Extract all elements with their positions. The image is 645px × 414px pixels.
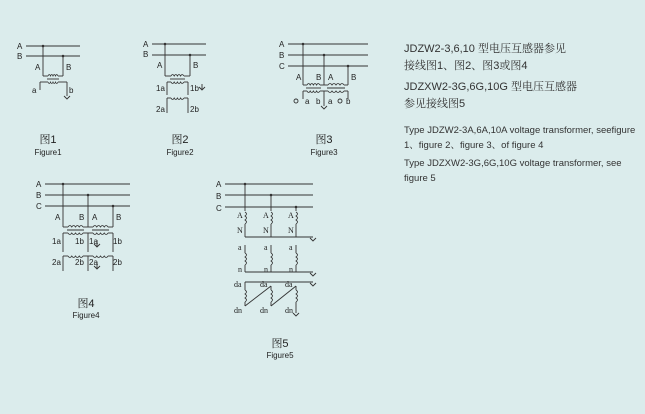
coil-label-a-sec-2: a [264,243,268,252]
primary-coil [48,75,58,77]
terminal-label-2b-2: 2b [113,258,122,267]
description-cn-line-1: JDZW2-3,6,10 型电压互感器参见 [404,43,566,55]
terminal-label-2b: 2b [75,258,84,267]
bus-label-c: C [279,62,285,71]
terminal-label-a-secondary: a [305,97,310,106]
bus-label-b: B [279,51,285,60]
secondary-coil-1 [171,82,184,84]
primary-coil [171,75,184,77]
secondary-coil-2 [171,98,184,100]
secondary-coil-2 [328,91,344,93]
figure-4-caption-cn: 图4 [77,298,95,310]
bus-label-a: A [17,42,23,51]
description-cn-line-3: JDZXW2-3G,6G,10G 型电压互感器 [404,81,577,93]
terminal-label-1a: 1a [156,84,165,93]
figure-3-caption-cn: 图3 [315,134,333,146]
secondary-coils [245,253,298,265]
terminal-label-a: A [55,213,61,222]
coil-label-n-3: N [288,226,294,235]
terminal-label-b-secondary: b [69,86,74,95]
coil-label-a-sec-3: a [289,243,293,252]
description-cn-line-4: 参见接线图5 [404,98,466,110]
coil-label-a-1: A [237,211,243,220]
coil-label-da-3: da [285,280,293,289]
bus-label-c: C [216,204,222,213]
terminal-label-a: A [296,73,302,82]
terminal-label-b: B [66,63,72,72]
coil-label-n-sec-3: n [289,265,293,274]
terminal-label-2b: 2b [190,105,199,114]
delta-link-2 [271,286,296,306]
bus-label-a: A [216,180,222,189]
figure-3 [279,40,368,157]
figure-5-caption-en: Figure5 [266,351,294,360]
coil-label-a-2: A [263,211,269,220]
bus-label-b: B [216,192,222,201]
secondary-coil-1 [307,91,320,93]
terminal-label-2a-2: 2a [89,258,98,267]
primary-coil-1 [307,84,320,86]
terminal-label-a-secondary: a [32,86,37,95]
bus-label-a: A [143,40,149,49]
terminal-label-1b: 1b [75,237,84,246]
terminal-label-b-2: B [116,213,122,222]
terminal-label-a: A [157,61,163,70]
secondary-coil-1b [93,233,108,235]
coil-label-dn-3: dn [285,306,293,315]
terminal-label-1b-2: 1b [113,237,122,246]
terminal-label-1a: 1a [52,237,61,246]
figure-4-caption-en: Figure4 [72,311,100,320]
terminal-label-b-2: B [351,73,357,82]
bus-label-b: B [17,52,23,61]
terminal-label-1a-2: 1a [89,237,98,246]
terminal-label-a-2: A [92,213,98,222]
figure-5-caption-cn: 图5 [271,338,289,350]
figure-3-caption-en: Figure3 [310,148,338,157]
coil-label-n-2: N [263,226,269,235]
terminal-label-2a: 2a [52,258,61,267]
secondary-coil [48,82,58,84]
figure-1-caption-cn: 图1 [39,134,57,146]
ground-arrow [64,96,70,99]
terminal-label-b: B [193,61,199,70]
bus-label-a: A [36,180,42,189]
primary-coil-1 [68,226,83,228]
primary-coil-2 [93,226,108,228]
bus-label-a: A [279,40,285,49]
terminal-label-1b: 1b [190,84,199,93]
figure-1-caption-en: Figure1 [34,148,62,157]
terminal-label-b: B [316,73,322,82]
coil-label-n-1: N [237,226,243,235]
bus-label-c: C [36,202,42,211]
coil-label-dn-1: dn [234,306,242,315]
terminal-label-b: B [79,213,85,222]
terminal-label-a-secondary-2: a [328,97,333,106]
figure-2 [143,40,206,157]
coil-label-a-3: A [288,211,294,220]
delta-link-1 [245,286,271,306]
coil-label-da-2: da [260,280,268,289]
figure-1 [17,42,80,157]
description-cn-line-2: 接线图1、图2、图3或图4 [404,60,528,72]
primary-coil-2 [328,84,344,86]
bus-label-b: B [143,50,149,59]
terminal-label-2a: 2a [156,105,165,114]
terminal-label-b-secondary: b [316,97,321,106]
figure-2-caption-cn: 图2 [171,134,189,146]
coil-label-a-sec-1: a [238,243,242,252]
terminal-label-b-secondary-2: b [346,97,351,106]
figure-5 [216,180,316,360]
terminal-label-a: A [35,63,41,72]
secondary-coil-1a [68,233,83,235]
description-en-para-2: Type JDZXW2-3G,6G,10G voltage transformer, see figure 5 [404,158,622,184]
description-en-para-1: Type JDZW2-3A,6A,10A voltage transformer, seefigure 1、figure 2、figure 3、of figure 4 [404,125,636,151]
figure-2-caption-en: Figure2 [166,148,194,157]
coil-label-n-sec-1: n [238,265,242,274]
figure-4 [36,180,130,320]
coil-label-n-sec-2: n [264,265,268,274]
bus-label-b: B [36,191,42,200]
terminal-label-a-2: A [328,73,334,82]
coil-label-da-1: da [234,280,242,289]
coil-label-dn-2: dn [260,306,268,315]
